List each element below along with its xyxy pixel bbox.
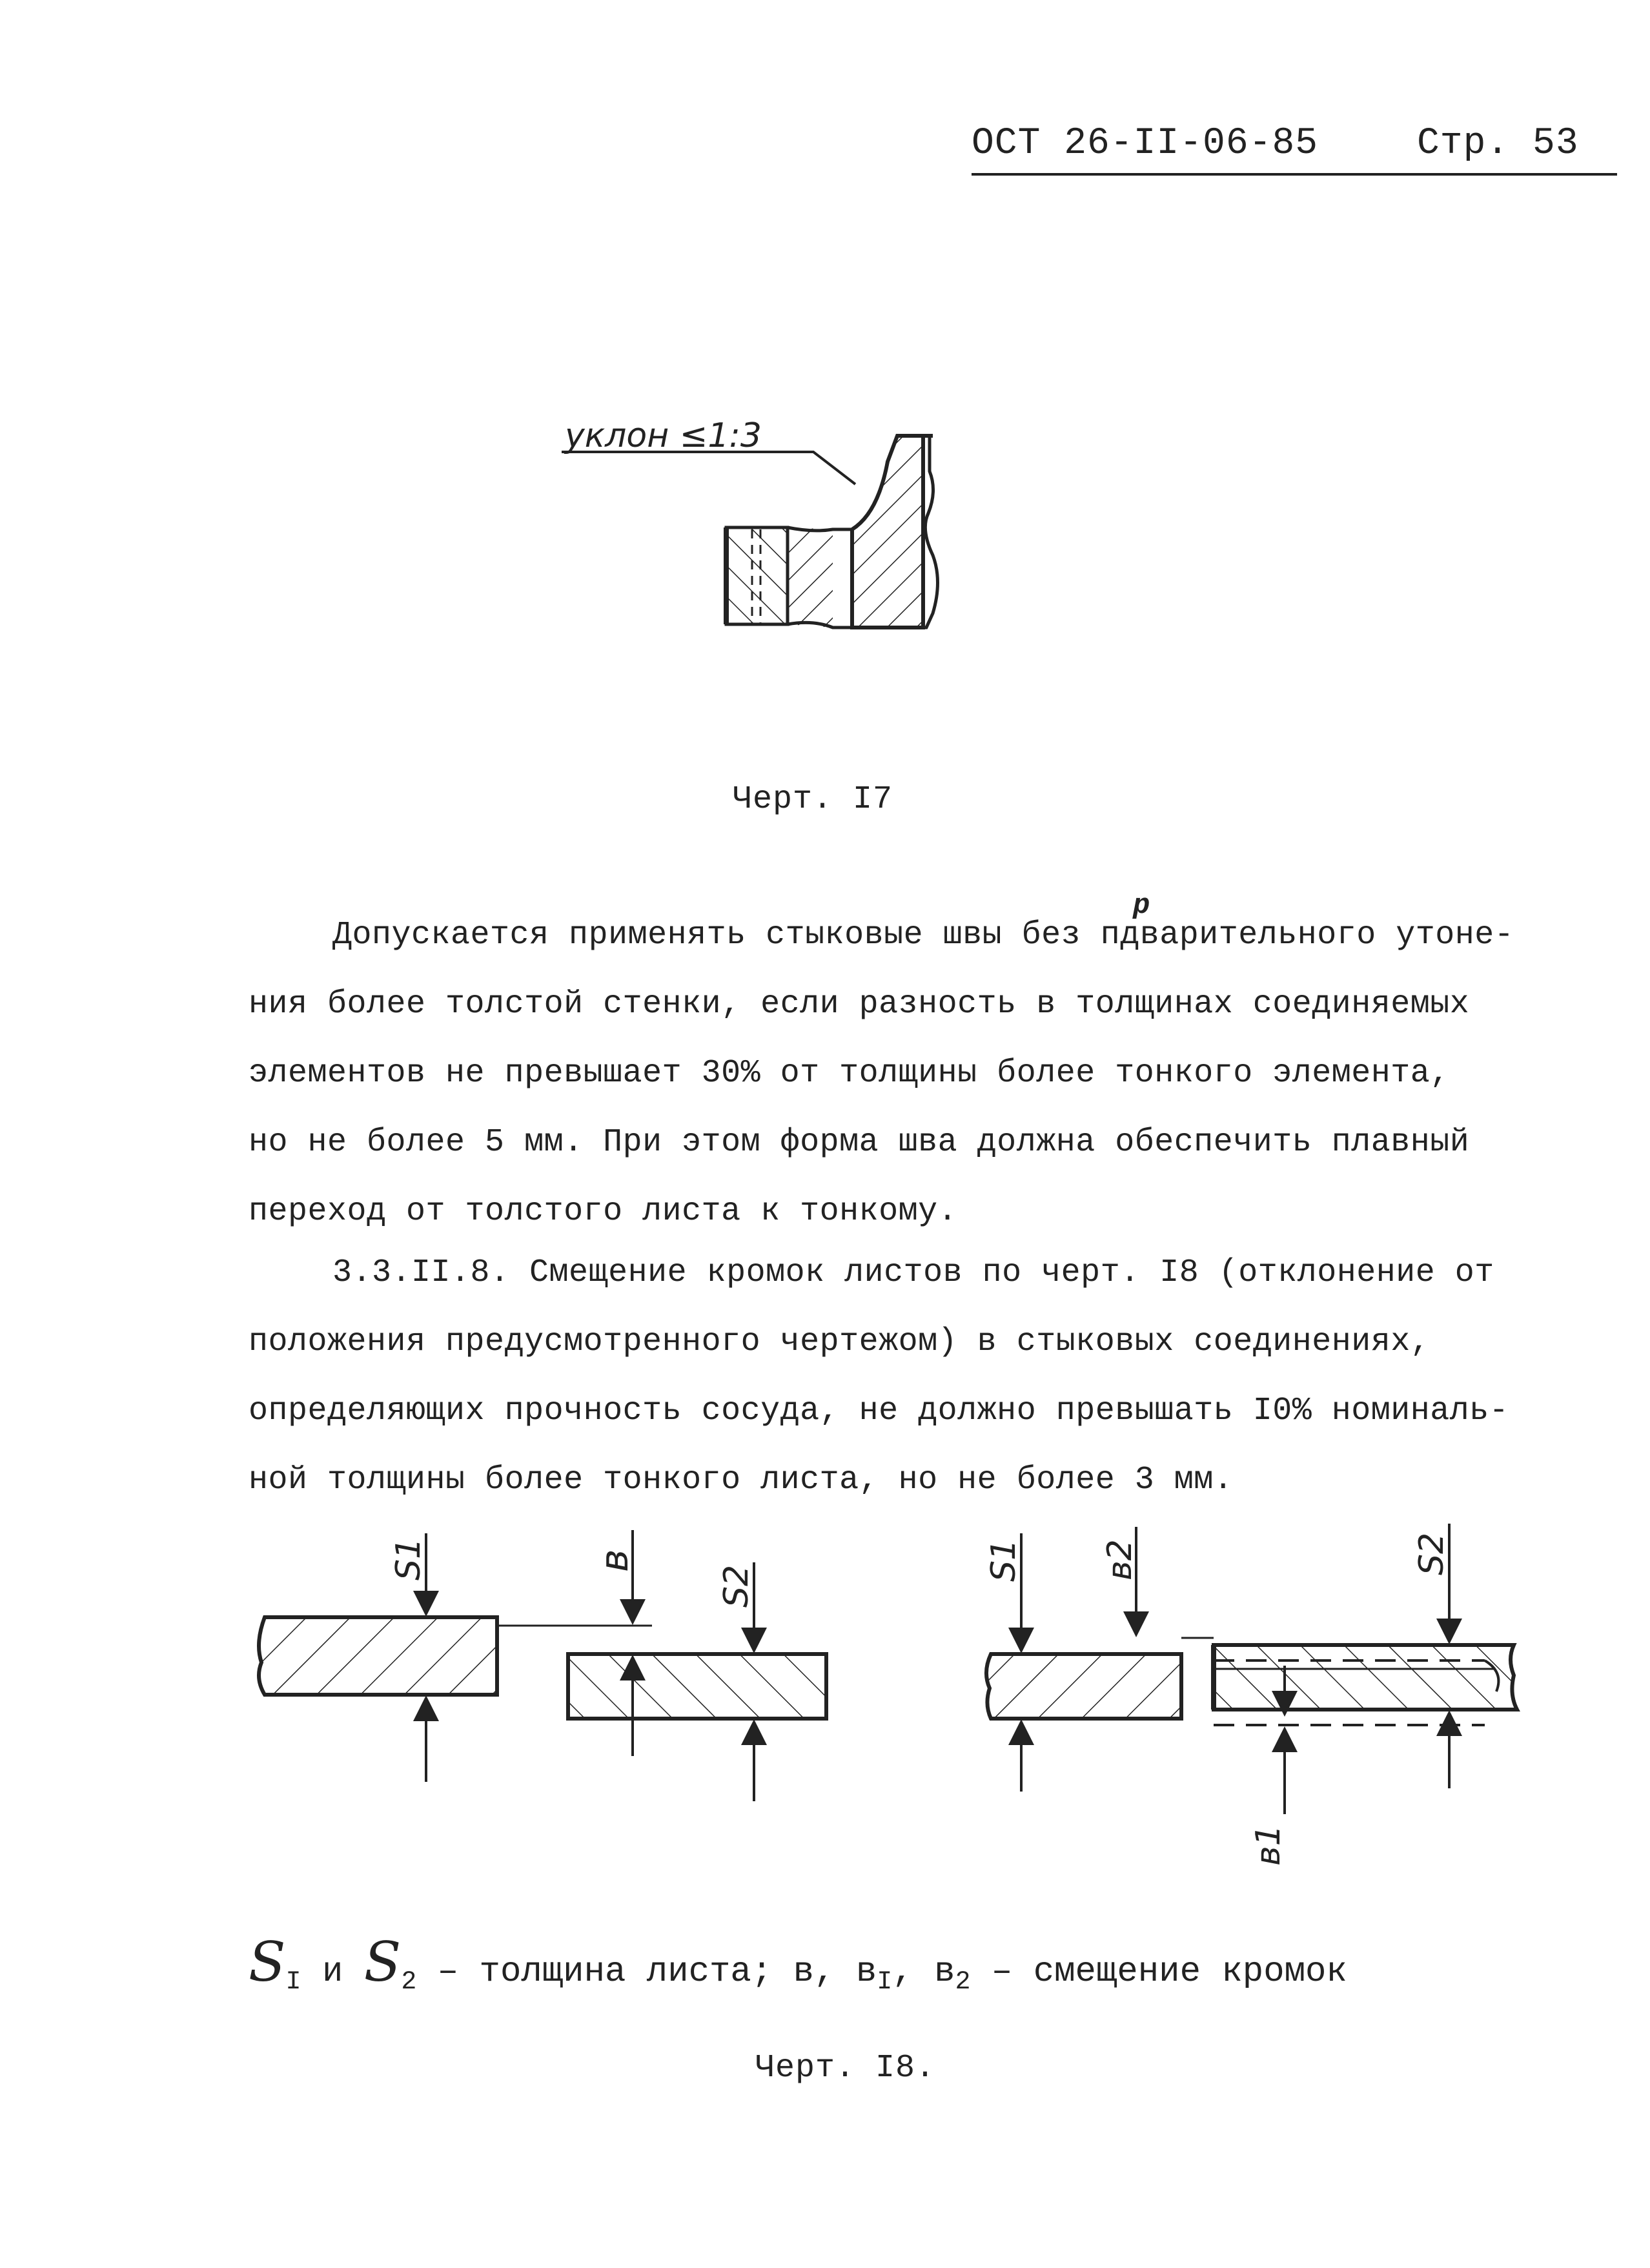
paragraph-2 [249,1238,1509,1515]
paragraph-1-line-1: Допускается применять стыковые швы без пдварительного утоне- [332,917,1514,954]
legend-b2-sub: 2 [955,1968,971,1997]
label-s1-left: S1 [389,1537,428,1580]
label-s2-right: S2 [1412,1532,1451,1575]
handwritten-correction: р [1133,890,1150,922]
legend-and: и [321,1952,343,1992]
figure-18-drawing [0,1485,1650,1866]
slope-annotation: уклон ≤1:3 [565,416,762,455]
label-b1-right: в1 [1249,1824,1288,1866]
paragraph-1-line-4: но не более 5 мм. При этом форма шва должна обеспечить плавный [249,1124,1470,1161]
paragraph-1-line-3: элементов не превышает 30% от толщины более тонкого элемента, [249,1055,1450,1092]
legend-s2-symbol: S [363,1930,402,1994]
figure-18-right-joint [984,1524,1517,1866]
legend-s1-symbol: S [249,1930,286,1994]
paragraph-2-line-3: определяющих прочность сосуда, не должно превышать I0% номиналь- [249,1393,1509,1429]
paragraph-2-line-1: 3.3.II.8. Смещение кромок листов по черт. I8 (отклонение от [332,1254,1494,1291]
label-s2-left: S2 [717,1564,756,1608]
legend-b1-sub: I [877,1968,893,1997]
figure-17-drawing [529,400,981,652]
figure-18-legend [249,1930,1347,1997]
paragraph-1-line-2: ния более толстой стенки, если разность в толщинах соединяемых [249,986,1470,1023]
paragraph-1-line-5: переход от толстого листа к тонкому. [249,1193,958,1230]
legend-s1-sub: I [285,1968,301,1997]
doc-code: ОСТ 26-II-06-85 [972,123,1319,165]
legend-text-2: – смещение кромок [991,1952,1347,1992]
label-b-left: в [592,1549,637,1572]
page-number: Стр. 53 [1417,123,1579,165]
label-b2-right: в2 [1101,1539,1139,1580]
legend-comma: , в [892,1952,955,1992]
paragraph-1 [249,901,1514,1246]
label-s1-right: S1 [984,1538,1023,1582]
figure-18-caption: Черт. I8. [755,2050,936,2087]
figure-17-caption: Черт. I7 [733,781,893,818]
legend-text-1: – толщина листа; в, в [437,1952,877,1992]
paragraph-2-line-4: ной толщины более тонкого листа, но не более 3 мм. [249,1462,1234,1498]
figure-18-left-joint [259,1530,826,1801]
header-rule [972,173,1617,176]
paragraph-2-line-2: положения предусмотренного чертежом) в стыковых соединениях, [249,1323,1431,1360]
legend-s2-sub: 2 [401,1968,417,1997]
